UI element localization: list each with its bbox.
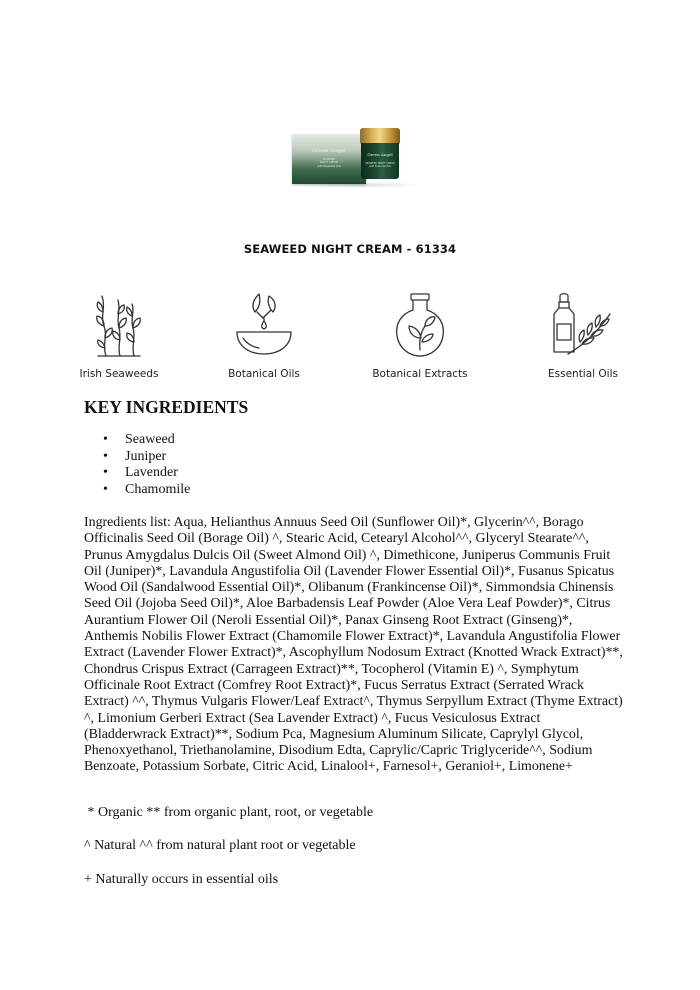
product-shadow (288, 182, 424, 188)
box-text-line: NIGHT CREAM (319, 161, 339, 165)
essential-oil-bottle-icon (546, 290, 616, 360)
jar-brand: Green Angel (367, 152, 393, 157)
list-item: • Chamomile (103, 482, 190, 499)
box-text-line: with Essential Oils (317, 164, 341, 168)
jar-text-line: SEAWEED NIGHT CREAM (365, 162, 395, 165)
box-text (292, 158, 366, 168)
jar-text-line: with Essential Oils (369, 165, 391, 168)
key-ingredients-list (103, 432, 190, 498)
list-item: • Seaweed (103, 432, 190, 449)
note-natural: ^ Natural ^^ from natural plant root or vegetable (84, 838, 356, 853)
oil-bowl-icon (229, 290, 299, 360)
list-item: • Juniper (103, 449, 190, 466)
jar-lid (360, 128, 400, 144)
product-jar (360, 128, 400, 180)
ingredients-list-paragraph: Ingredients list: Aqua, Helianthus Annuus Seed Oil (Sunflower Oil)*, Glycerin^^, Borago Officinalis Seed Oil (Borage Oil) ^, Stearic Acid, Cetearyl Alcohol^^, Glyceryl Stearate^^, Prunus Amygdalus Dulcis Oil (Sweet Almond Oil) ^, Dimethicone, Juniperus Communis Fruit Oil (Juniper)*, Lavandula Angustifolia Oil (Lavender Flower Essential Oil)*, Fusanus Spicatus Wood Oil (Sandalwood Essential Oil)*, Olibanum (Frankincense Oil)*, Simmondsia Chinensis Seed Oil (Jojoba Seed Oil)*, Aloe Barbadensis Leaf Powder (Aloe Vera Leaf Powder)*, Citrus Aurantium Flower Oil (Neroli Essential Oil)*, Panax Ginseng Root Extract (Ginseng)*, Anthemis Nobilis Flower Extract (Chamomile Flower Extract)*, Lavandula Angustifolia Flower Extract (Lavender Flower Extract)*, Ascophyllum Nodosum Extract (Knotted Wrack Extract)**, Chondrus Crispus Extract (Carrageen Extract)**, Tocopherol (Vitamin E) ^, Symphytum Officinale Root Extract (Comfrey Root Extract)*, Fucus Serratus Extract (Serrated Wrack Extract) ^^, Thymus Vulgaris Flower/Leaf Extract^, Thymus Serpyllum Extract (Thyme Extract) ^, Limonium Gerberi Extract (Sea Lavender Extract) ^, Fucus Vesiculosus Extract (Bladderwrack Extract)**, Sodium Pca, Magnesium Aluminum Silicate, Caprylyl Glycol, Phenoxyethanol, Triethanolamine, Disodium Edta, Caprylic/Capric Triglyceride^^, Sodium Benzoate, Potassium Sorbate, Citric Acid, Linalool+, Farnesol+, Geraniol+, Limonene+ (84, 515, 623, 775)
box-brand: Green Angel (312, 148, 346, 154)
icon-label-essential-oils: Essential Oils (548, 368, 618, 380)
jar-body (361, 143, 399, 179)
box-text-line: SEAWEED (322, 158, 336, 161)
extract-flask-icon (385, 290, 455, 360)
product-title: SEAWEED NIGHT CREAM - 61334 (243, 242, 457, 256)
icon-label-irish-seaweeds: Irish Seaweeds (79, 368, 159, 380)
key-ingredients-heading: KEY INGREDIENTS (84, 397, 249, 417)
list-item: • Lavender (103, 465, 190, 482)
note-essential-oils: + Naturally occurs in essential oils (84, 872, 279, 887)
jar-text (361, 162, 399, 168)
product-box (292, 134, 366, 184)
icon-label-botanical-oils: Botanical Oils (228, 368, 300, 380)
seaweed-icon (84, 290, 154, 360)
note-organic: * Organic ** from organic plant, root, or vegetable (84, 805, 374, 820)
icon-label-botanical-extracts: Botanical Extracts (372, 368, 468, 380)
product-image (288, 128, 424, 190)
